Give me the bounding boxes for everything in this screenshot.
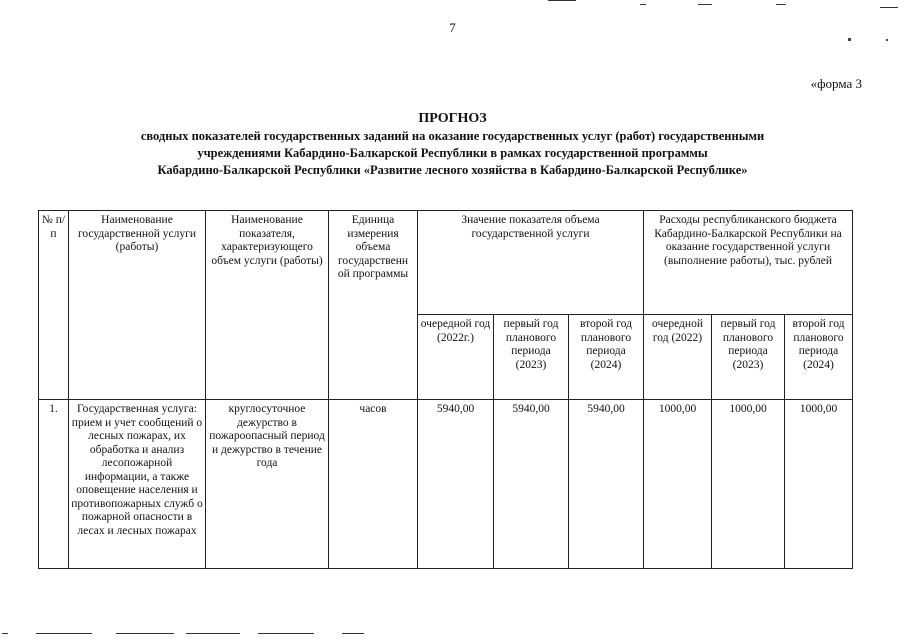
scan-artifact-bottom-3 xyxy=(116,633,174,634)
scan-artifact-bottom-2 xyxy=(36,633,92,634)
scan-artifact-bottom-5 xyxy=(258,633,314,634)
cell-vol-2023: 5940,00 xyxy=(494,400,569,569)
scan-artifact-bottom-6 xyxy=(342,633,364,634)
scan-speck-2 xyxy=(886,39,888,41)
subheader-vol-current: очередной год (2022г.) xyxy=(418,315,494,400)
header-volume-group: Значение показателя объема государственной услуги xyxy=(418,211,644,315)
cell-vol-2024: 5940,00 xyxy=(569,400,644,569)
header-num: № п/п xyxy=(39,211,69,400)
page-number: 7 xyxy=(449,20,456,35)
header-indicator-name: Наименование показателя, характеризующего объем услуги (работы) xyxy=(206,211,329,400)
cell-service: Государственная услуга: прием и учет сообщений о лесных пожарах, их обработка и анализ лесопожарной информации, а также оповещение населения и противопожарных служб о пожарной опасности в лесах и лесных пожарах xyxy=(69,400,206,569)
subheader-exp-second: второй год планового периода (2024) xyxy=(785,315,853,400)
cell-num: 1. xyxy=(39,400,69,569)
scan-artifact-top-3 xyxy=(698,4,712,5)
cell-indicator: круглосуточное дежурство в пожароопасный период и дежурство в течение года xyxy=(206,400,329,569)
table-row xyxy=(39,400,853,569)
form-label: «форма 3 xyxy=(810,76,862,91)
scan-artifact-top-4 xyxy=(776,4,786,5)
scan-artifact-top-5 xyxy=(880,7,898,8)
cell-exp-2024: 1000,00 xyxy=(785,400,853,569)
cell-exp-2023: 1000,00 xyxy=(712,400,785,569)
cell-vol-2022: 5940,00 xyxy=(418,400,494,569)
header-service-name: Наименование государственной услуги (работы) xyxy=(69,211,206,400)
subheader-exp-current: очередной год (2022) xyxy=(644,315,712,400)
header-expense-group: Расходы республиканского бюджета Кабардино-Балкарской Республики на оказание государственной услуги (выполнение работы), тыс. рублей xyxy=(644,211,853,315)
scan-artifact-top-2 xyxy=(640,4,646,5)
header-unit: Единица измерения объема государственн ой программы xyxy=(329,211,418,400)
scan-artifact-bottom-1 xyxy=(2,633,8,634)
title-main: ПРОГНОЗ xyxy=(418,111,487,126)
scan-speck-1 xyxy=(848,38,851,41)
title-line-1: сводных показателей государственных заданий на оказание государственных услуг (работ) государственными xyxy=(140,129,765,143)
cell-exp-2022: 1000,00 xyxy=(644,400,712,569)
title-line-2: учреждениями Кабардино-Балкарской Республики в рамках государственной программы xyxy=(197,146,708,160)
scan-artifact-top-1 xyxy=(548,0,576,1)
scan-artifact-bottom-4 xyxy=(186,633,240,634)
subheader-vol-second: второй год планового периода (2024) xyxy=(569,315,644,400)
forecast-table xyxy=(38,210,853,569)
document-title xyxy=(0,110,905,179)
cell-unit: часов xyxy=(329,400,418,569)
subheader-vol-first: первый год планового периода (2023) xyxy=(494,315,569,400)
title-line-3: Кабардино-Балкарской Республики «Развитие лесного хозяйства в Кабардино-Балкарской Республике» xyxy=(157,163,748,177)
subheader-exp-first: первый год планового периода (2023) xyxy=(712,315,785,400)
